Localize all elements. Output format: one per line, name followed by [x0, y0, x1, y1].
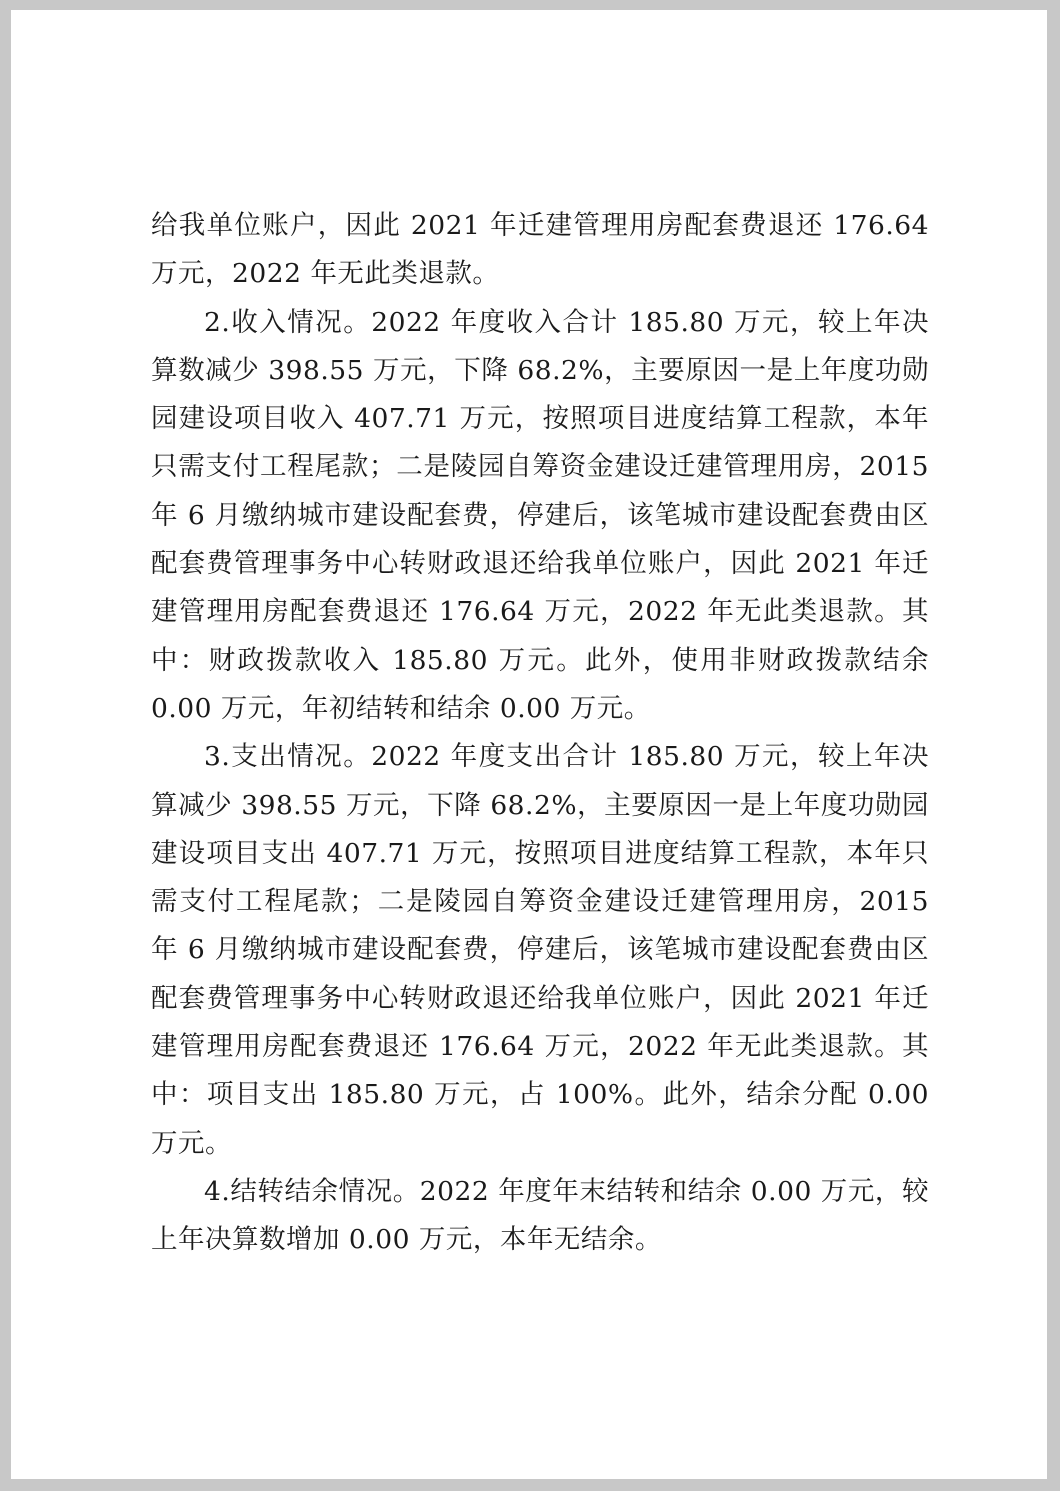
document-body: [151, 202, 929, 1265]
paragraph-expenditure: 3.支出情况。2022 年度支出合计 185.80 万元，较上年决算减少 398.55 万元，下降 68.2%，主要原因一是上年度功勋园建设项目支出 407.71 万元，按照项目进度结算工程款，本年只需支付工程尾款；二是陵园自筹资金建设迁建管理用房，2015 年 6 月缴纳城市建设配套费，停建后，该笔城市建设配套费由区配套费管理事务中心转财政退还给我单位账户，因此 2021 年迁建管理用房配套费退还 176.64 万元，2022 年无此类退款。其中：项目支出 185.80 万元，占 100%。此外，结余分配 0.00 万元。: [151, 741, 929, 1159]
document-page: [11, 10, 1047, 1479]
paragraph-continuation: 给我单位账户，因此 2021 年迁建管理用房配套费退还 176.64 万元，2022 年无此类退款。: [151, 210, 929, 290]
paragraph-income: 2.收入情况。2022 年度收入合计 185.80 万元，较上年决算数减少 398.55 万元，下降 68.2%，主要原因一是上年度功勋园建设项目收入 407.71 万元，按照项目进度结算工程款，本年只需支付工程尾款；二是陵园自筹资金建设迁建管理用房，2015 年 6 月缴纳城市建设配套费，停建后，该笔城市建设配套费由区配套费管理事务中心转财政退还给我单位账户，因此 2021 年迁建管理用房配套费退还 176.64 万元，2022 年无此类退款。其中：财政拨款收入 185.80 万元。此外，使用非财政拨款结余 0.00 万元，年初结转和结余 0.00 万元。: [151, 306, 929, 724]
paragraph-balance: 4.结转结余情况。2022 年度年末结转和结余 0.00 万元，较上年决算数增加 0.00 万元，本年无结余。: [151, 1175, 929, 1256]
